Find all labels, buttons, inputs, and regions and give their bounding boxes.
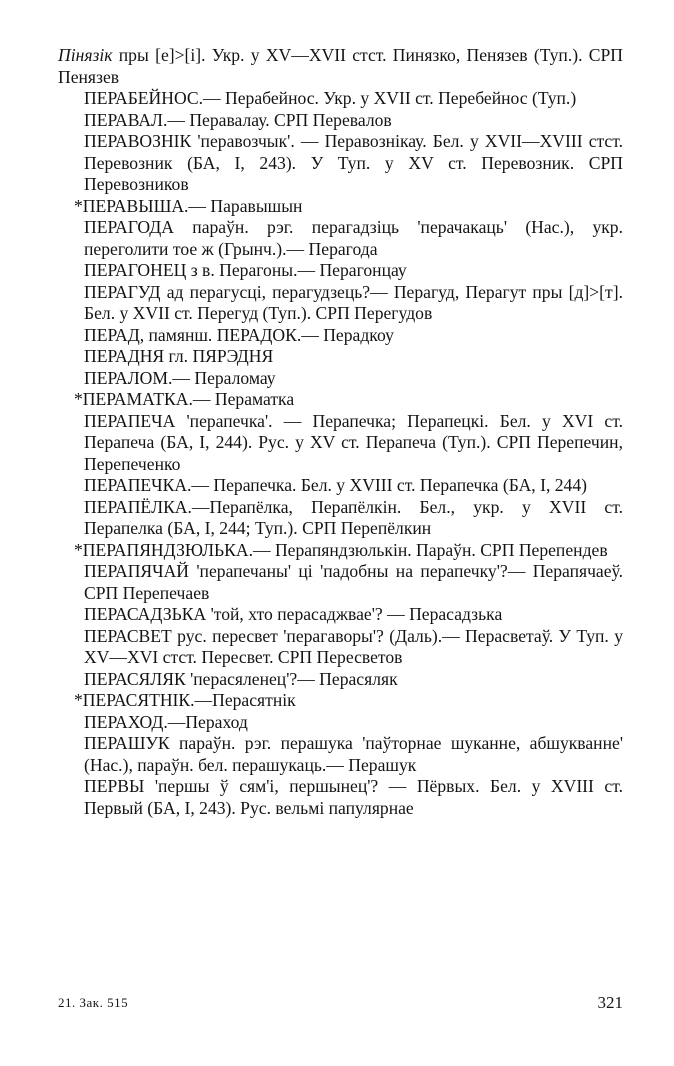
- dictionary-entry: [84, 282, 623, 325]
- entry-text: —Перапёлка, Перапёлкін. Бел., укр. у XVII ст. Перапелка (БА, I, 244; Туп.). СРП Перепёлкин: [84, 496, 623, 538]
- dictionary-entry: [84, 110, 623, 132]
- entry-text: пры [e]>[i]. Укр. у XV—XVII стст. Пинязко, Пенязев (Туп.). СРП Пенязев: [58, 45, 623, 87]
- dictionary-entry: [84, 368, 623, 390]
- entry-headword: ПЕРАШУК: [84, 733, 170, 753]
- entry-text: — Паравышын: [188, 195, 303, 216]
- entry-text: —Перасятнік: [194, 690, 296, 710]
- entry-text: — Перапечка. Бел. у XVIII ст. Перапечка (БА, I, 244): [191, 475, 588, 495]
- entry-headword: ПЕРАПЕЧА: [84, 410, 176, 431]
- dictionary-entry: [84, 411, 623, 476]
- entry-text: памянш. ПЕРАДОК.— Перадкоу: [144, 324, 394, 345]
- entry-headword: *ПЕРАПЯНДЗЮЛЬКА.: [74, 539, 253, 560]
- dictionary-entry: [74, 196, 623, 218]
- dictionary-entry: [84, 217, 623, 260]
- entry-headword: ПЕРАСВЕТ: [84, 625, 172, 646]
- entry-headword: ПЕРАЛОМ.: [84, 367, 173, 388]
- dictionary-entry: [84, 325, 623, 347]
- entry-headword: ПЕРАПЕЧКА.: [84, 475, 192, 495]
- entry-headword: Пінязік: [58, 45, 113, 65]
- entry-headword: ПЕРАГОНЕЦ: [84, 260, 187, 280]
- entry-headword: ПЕРАПЯЧАЙ: [84, 561, 189, 581]
- dictionary-entry: [84, 712, 623, 734]
- entry-headword: *ПЕРАСЯТНІК.: [74, 690, 195, 710]
- entry-headword: *ПЕРАМАТКА.: [74, 389, 193, 409]
- dictionary-entry: [84, 733, 623, 776]
- printer-signature: 21. Зак. 515: [58, 995, 129, 1010]
- entry-text: — Перабейнос. Укр. у XVII ст. Перебейнос (Туп.): [203, 88, 577, 108]
- entry-text: 'перапечаны' ці 'падобны на перапечку'?— Перапячаеў. СРП Перепечаев: [84, 561, 623, 603]
- entry-headword: ПЕРАВОЗНІК: [84, 131, 192, 151]
- entry-text: — Пераломау: [172, 367, 276, 388]
- entry-text: 'той, хто перасаджвае'? — Перасадзька: [206, 604, 503, 624]
- entry-text: —Пераход: [167, 711, 248, 732]
- dictionary-entry: [84, 260, 623, 282]
- dictionary-entry: [84, 669, 623, 691]
- entry-text: з в. Перагоны.— Перагонцау: [186, 260, 407, 280]
- entry-text: гл. ПЯРЭДНЯ: [164, 346, 274, 366]
- entry-text: параўн. рэг. перагадзіць 'перачакаць' (Нас.), укр. переголити тое ж (Грынч.).— Перагода: [84, 217, 623, 259]
- entry-text: рус. пересвет 'перагаворы'? (Даль).— Перасветаў. У Туп. у XV—XVI стст. Пересвет. СРП Пересветов: [84, 625, 623, 667]
- page-number: 321: [597, 993, 623, 1012]
- entry-headword: ПЕРАСЯЛЯК: [84, 668, 186, 689]
- dictionary-entry: [84, 604, 623, 626]
- entries-column: [58, 45, 623, 819]
- entry-text: 'перавозчык'. — Перавознікау. Бел. у XVII—XVIII стст. Перевозник (БА, I, 243). У Туп. у XV ст. Перевозник. СРП Перевозников: [84, 131, 623, 194]
- entry-headword: ПЕРАХОД.: [84, 711, 168, 732]
- dictionary-entry: [84, 346, 623, 368]
- dictionary-entry: [74, 389, 623, 411]
- entry-text: — Пераматка: [192, 389, 295, 409]
- entry-text: 'першы ў сям'і, першынец'? — Пёрвых. Бел. у XVIII ст. Первый (БА, I, 243). Рус. вельмі папулярнае: [84, 776, 623, 818]
- entry-headword: ПЕРАБЕЙНОС.: [84, 88, 204, 108]
- entry-headword: ПЕРАГУД: [84, 281, 161, 302]
- entry-text: 'перасяленец'?— Перасяляк: [185, 668, 398, 689]
- entry-headword: *ПЕРАВЫША.: [74, 195, 189, 216]
- entry-text: ад перагусці, перагудзець?— Перагуд, Перагут пры [д]>[т]. Бел. у XVII ст. Перегуд (Туп.). СРП Перегудов: [84, 281, 623, 323]
- dictionary-entry: [74, 690, 623, 712]
- entry-text: — Перавалау. СРП Перевалов: [167, 109, 392, 130]
- entry-text: — Перапяндзюлькін. Параўн. СРП Перепендев: [252, 539, 608, 560]
- entry-headword: ПЕРАВАЛ.: [84, 109, 168, 130]
- dictionary-entry: [84, 561, 623, 604]
- entry-text: параўн. рэг. перашука 'паўторнае шуканне, абшукванне' (Нас.), параўн. бел. перашукаць.— Перашук: [84, 733, 623, 775]
- entry-headword: ПЕРВЫ: [84, 776, 145, 796]
- dictionary-entry: [58, 45, 623, 88]
- entry-headword: ПЕРАД,: [84, 324, 145, 345]
- dictionary-entry: [84, 88, 623, 110]
- entry-headword: ПЕРАПЁЛКА.: [84, 496, 192, 517]
- entry-headword: ПЕРАСАДЗЬКА: [84, 604, 207, 624]
- entry-headword: ПЕРАДНЯ: [84, 346, 165, 366]
- entry-text: 'перапечка'. — Перапечка; Перапецкі. Бел. у XVI ст. Перапеча (БА, I, 244). Рус. у XV ст. Перапеча (Туп.). СРП Перепечин, Перепеченко: [84, 410, 623, 474]
- dictionary-entry: [84, 475, 623, 497]
- dictionary-entry: [84, 131, 623, 196]
- dictionary-entry: [84, 776, 623, 819]
- dictionary-entry: [84, 626, 623, 669]
- dictionary-entry: [74, 540, 623, 562]
- entry-headword: ПЕРАГОДА: [84, 217, 174, 237]
- dictionary-entry: [84, 497, 623, 540]
